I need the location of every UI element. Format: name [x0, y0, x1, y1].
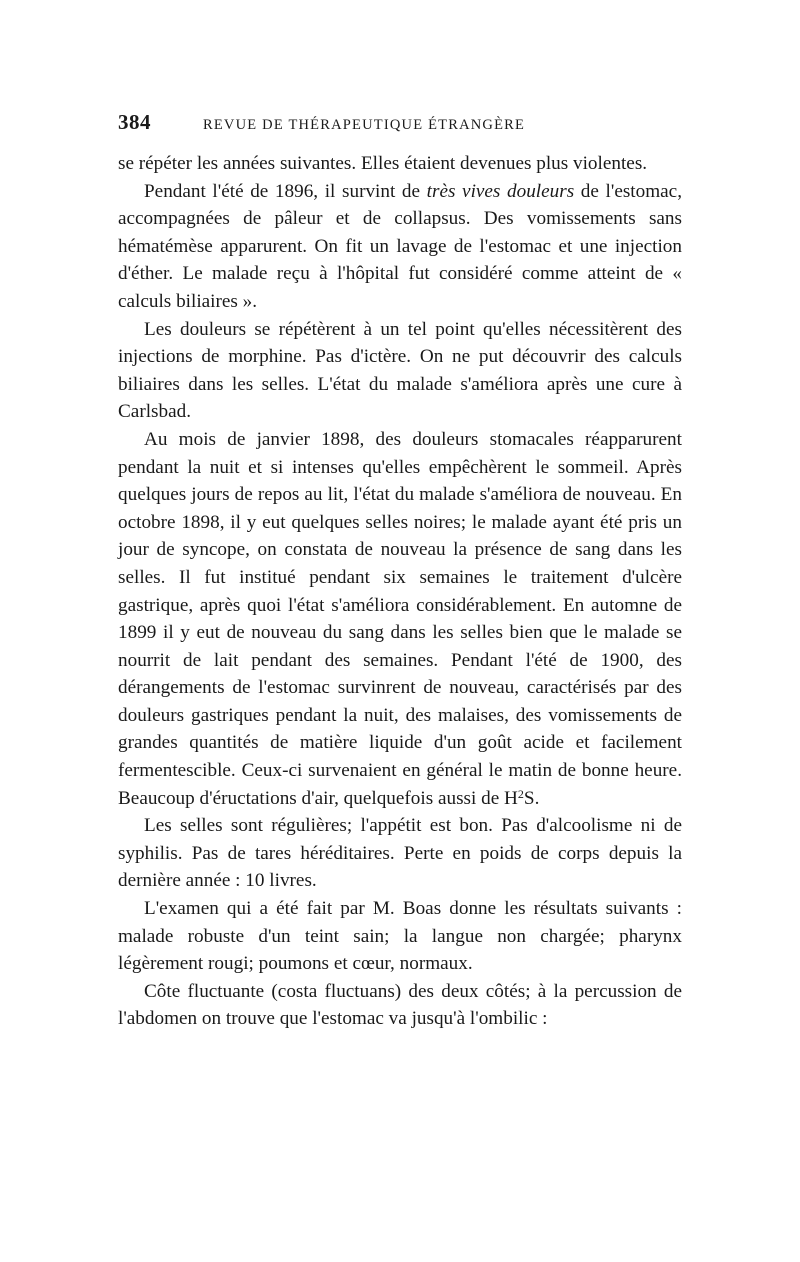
- paragraph-7: [118, 978, 682, 1033]
- paragraph-3: [118, 316, 682, 426]
- paragraph-2-emphasis: très vives douleurs: [426, 180, 575, 202]
- body-text: [118, 150, 682, 1033]
- paragraph-3-text: Les douleurs se répétèrent à un tel point qu'elles nécessitèrent des injections de morphine. Pas d'ictère. On ne put découvrir des calculs biliaires dans les selles. L'état du malade s'améliora après une cure à Carlsbad.: [118, 318, 682, 423]
- paragraph-5: [118, 812, 682, 895]
- paragraph-4-text-a: Au mois de janvier 1898, des douleurs stomacales réapparurent pendant la nuit et si intenses qu'elles empêchèrent le sommeil. Après quelques jours de repos au lit, l'état du malade s'améliora de nouveau. En octobre 1898, il y eut quelques selles noires; le malade ayant été pris un jour de syncope, on constata de nouveau la présence de sang dans les selles. Il fut institué pendant six semaines le traitement d'ulcère gastrique, après quoi l'état s'améliora considérablement. En automne de 1899 il y eut de nouveau du sang dans les selles bien que le malade se nourrit de lait pendant des semaines. Pendant l'été de 1900, des dérangements de l'estomac survinrent de nouveau, caractérisés par des douleurs gastriques pendant la nuit, des malaises, des vomissements de grandes quantités de matière liquide d'un goût acide et facilement fermentescible. Ceux-ci survenaient en général le matin de bonne heure. Beaucoup d'éructations d'air, quelquefois aussi de H: [118, 428, 682, 809]
- journal-title: REVUE DE THÉRAPEUTIQUE ÉTRANGÈRE: [203, 117, 526, 133]
- document-page: [118, 110, 682, 1033]
- paragraph-2: [118, 178, 682, 316]
- paragraph-6-text: L'examen qui a été fait par M. Boas donne les résultats suivants : malade robuste d'un teint sain; la langue non chargée; pharynx légèrement rougi; poumons et cœur, normaux.: [118, 898, 682, 975]
- subscript-number: 2: [517, 786, 524, 801]
- paragraph-7-text: Côte fluctuante (costa fluctuans) des deux côtés; à la percussion de l'abdomen on trouve que l'estomac va jusqu'à l'ombilic :: [118, 980, 682, 1030]
- paragraph-1: [118, 150, 682, 178]
- paragraph-4-text-b: S.: [523, 787, 540, 809]
- paragraph-2-text-b: de l'estomac, accompagnées de pâleur et de collapsus. Des vomissements sans hématémèse apparurent. On fit un lavage de l'estomac et une injection d'éther. Le malade reçu à l'hôpital fut considéré comme atteint de « calculs biliaires ».: [118, 180, 682, 312]
- page-number: 384: [118, 110, 151, 134]
- paragraph-6: [118, 895, 682, 978]
- paragraph-4: [118, 426, 682, 812]
- paragraph-2-text-a: Pendant l'été de 1896, il survint de: [144, 180, 427, 202]
- running-header: [118, 110, 682, 140]
- paragraph-5-text: Les selles sont régulières; l'appétit est bon. Pas d'alcoolisme ni de syphilis. Pas de tares héréditaires. Perte en poids de corps depuis la dernière année : 10 livres.: [118, 815, 682, 892]
- paragraph-1-text: se répéter les années suivantes. Elles étaient devenues plus violentes.: [118, 153, 648, 174]
